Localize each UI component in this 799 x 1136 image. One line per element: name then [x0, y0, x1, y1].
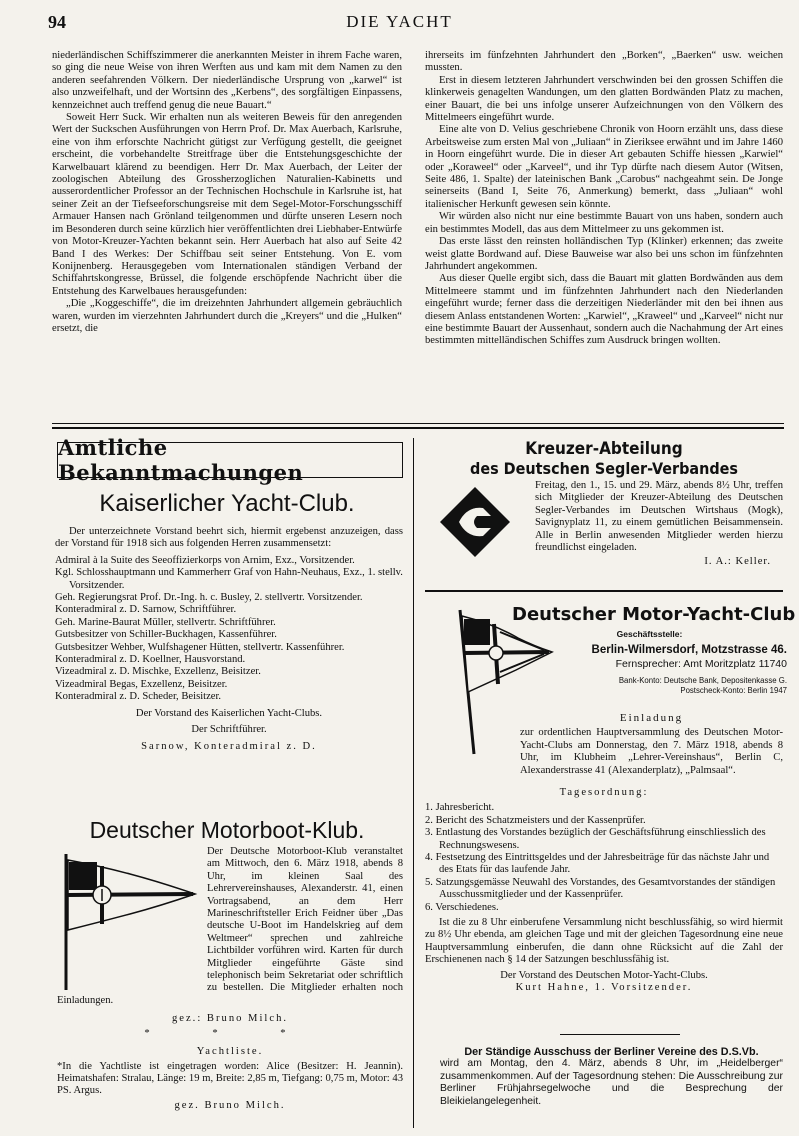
dmyc-address: Berlin-Wilmersdorf, Motzstrasse 46.	[591, 644, 787, 656]
journal-title: DIE YACHT	[346, 12, 453, 31]
list-item: Vizeadmiral Begas, Exzellenz, Beisitzer.	[55, 678, 228, 690]
kyc-section	[55, 526, 403, 753]
dsv-title-line1: Kreuzer-Abteilung	[525, 439, 683, 459]
dmyc-note: Ist die zu 8 Uhr einberufene Versammlung nicht beschlussfähig, so wird hiermit zu 8½ Uhr ebenda, am gleichen Tage und mit der gleichen Tagesordnung eine neue Hauptversammlung einberufen, die dann ohne Rücksicht auf die Zahl der Erschienenen nach § 14 der Satzungen beschlussfähig ist.	[425, 917, 783, 966]
list-item: 1. Jahresbericht.	[425, 802, 495, 814]
dmk-signature: gez.: Bruno Milch.	[171, 1013, 289, 1025]
list-item: Konteradmiral z. D. Koellner, Hausvorstand.	[55, 654, 246, 666]
list-item: 3. Entlastung des Vorstandes bezüglich der Geschäftsführung einschliesslich des Rechnungswesens.	[425, 827, 766, 851]
section-divider	[52, 427, 784, 429]
kyc-signature: Sarnow, Konteradmiral z. D.	[141, 740, 317, 752]
list-item: Gutsbesitzer von Schiller-Buckhagen, Kassenführer.	[55, 629, 277, 641]
section-divider	[52, 423, 784, 424]
dmyc-agenda-section	[425, 787, 783, 995]
dmyc-title: Deutscher Motor-Yacht-Club	[512, 604, 796, 625]
kyc-closing: Der Vorstand des Kaiserlichen Yacht-Clubs.	[135, 707, 323, 719]
list-item: Geh. Regierungsrat Prof. Dr.-Ing. h. c. Busley, 2. stellvertr. Vorsitzender.	[55, 592, 363, 604]
dmyc-phone: Fernsprecher: Amt Moritzplatz 11740	[615, 658, 787, 670]
dmk-section	[57, 846, 403, 1112]
short-divider	[560, 1034, 680, 1035]
list-item: Gutsbesitzer Wehber, Wulfshagener Hütten, stellvertr. Kassenführer.	[55, 641, 345, 653]
article-paragraph: „Die „Koggeschiffe“, die im dreizehnten Jahrhundert allgemein gebräuchlich waren, wurden im vierzehnten Jahrhundert durch die „Kreyers“ und die „Hulken“ ersetzt, die	[52, 298, 402, 334]
article-paragraph: Erst in diesem letzteren Jahrhundert verschwinden bei den grossen Schiffen die klinkerweis genagelten Wandungen, um den glatten Bordwänden Platz zu machen, einer Bauart, die bei uns infolge unserer Aufzeichnungen von den Völkern des Mittelmeers eingeführt wurde.	[425, 74, 783, 124]
section-stars: * * *	[144, 1027, 316, 1039]
dsv-title-line2: des Deutschen Segler-Verbandes	[470, 459, 738, 478]
flag-spacer	[57, 846, 207, 986]
dmyc-invite-text: zur ordentlichen Hauptversammlung des Deutschen Motor-Yacht-Clubs am Donnerstag, den 7. März 1918, abends 8 Uhr, im Klubheim „Lehrer-Vereinshaus“, Berlin C, Alexanderstrasse 41 (Alexanderplatz), „Palmsaal“.	[520, 727, 783, 776]
list-item: 6. Verschiedenes.	[425, 901, 499, 913]
ausschuss-heading: Der Ständige Ausschuss der Berliner Vereine des D.S.Vb.	[464, 1046, 759, 1058]
dmk-text-body: Der Deutsche Motorboot-Klub veranstaltet am Mittwoch, den 6. März 1918, abends 8 Uhr, im kleinen Saal des Lehrervereinshauses, Alexanderstr. 41, einen Vortragsabend, an dem Herr Marineschriftsteller Erich Feidner über „Das deutsche U-Boot im Handelskrieg auf dem Weltmeer“ sprechen und zahlreiche Lichtbilder vorführen wird. Karten für durch Mitglieder eingeführte Gäste sind telephonisch beim Sekretariat oder schriftlich zu bestellen. Die Mitglieder erhalten noch Einladungen.	[57, 846, 403, 1006]
list-item: Konteradmiral z. D. Scheder, Beisitzer.	[55, 691, 222, 703]
article-column-left	[52, 50, 402, 335]
dmyc-invitation	[520, 712, 783, 777]
amtliche-heading-box	[57, 435, 403, 485]
list-item: 4. Festsetzung des Eintrittsgeldes und der Jahresbeiträge für das nächste Jahr und des Etats für das laufende Jahr.	[425, 852, 770, 876]
dmyc-contact	[512, 629, 787, 695]
list-item: Konteradmiral z. D. Sarnow, Schriftführer.	[55, 604, 237, 616]
article-paragraph: ihrerseits im fünfzehnten Jahrhundert den „Borken“, „Baerken“ usw. weichen mussten.	[425, 50, 783, 74]
list-item: Admiral à la Suite des Seeoffizierkorps von Arnim, Exz., Vorsitzender.	[55, 554, 355, 566]
dmk-text	[57, 846, 403, 1007]
dmyc-einladung: Einladung	[619, 712, 684, 724]
dsv-text-body: Freitag, den 1., 15. und 29. März, abends 8½ Uhr, treffen sich Mitglieder der Kreuzer-Abteilung des Deutschen Segler-Verbandes im Deutschen Wirtshaus (Mogk), Savignyplatz 11, zu einem gemütlichen Beisammensein. Alle in Berlin anwesenden Mitglieder werden hierzu freundlichst eingeladen.	[535, 480, 783, 554]
ausschuss-text: wird am Montag, den 4. März, abends 8 Uhr, im „Heidelberger“ zusammenkommen. Auf der Tagesordnung stehen: Die Ausschreibung zur Berliner Frühjahrsegelwoche und die Besprechung der Bleikielangelegenheit.	[440, 1058, 783, 1107]
dmk-title: Deutscher Motorboot-Klub.	[89, 817, 365, 843]
article-paragraph: Aus dieser Quelle ergibt sich, dass die Bauart mit glatten Bordwänden aus dem Mittelmeere stammt und im fünfzehnten Jahrhundert nach den Niederlanden eingeführt wurde; ferner dass die derzeitigen Niederländer mit den bei ihnen aus diesem Anlass entstandenen Worten: „Karwiel“, „Kraweel“ und „Karveel“ nicht nur eine bestimmte Bauart der Aussenhaut, sondern auch die Nachahmung der Art eines bestimmten mittelländischen Schiffes zum Ausdruck bringen wollten.	[425, 273, 783, 347]
list-item: Geh. Marine-Baurat Müller, stellvertr. Schriftführer.	[55, 616, 276, 628]
article-paragraph: niederländischen Schiffszimmerer die anerkannten Meister in ihrem Fache waren, so ging die neue Weise von ihren Werften aus und kam mit dem Namen zu den anderen seefahrenden Völkern. Der niederländische Ursprung von „karwel“ ist also unzweifelhaft, und der Wortsinn des „Kerbens“, des sorgfältigen Einpassens, kennzeichnet auch treffend genug die neue Bauart.“	[52, 50, 402, 111]
dsv-title	[425, 440, 783, 478]
dsv-text	[425, 480, 783, 554]
dmyc-signature: Kurt Hahne, 1. Vorsitzender.	[515, 982, 693, 994]
dsv-section	[425, 480, 783, 569]
dmyc-agenda-title: Tagesordnung:	[559, 787, 649, 798]
kyc-member-list	[55, 555, 403, 704]
article-paragraph: Das erste lässt den reinsten holländischen Typ (Klinker) erkennen; das zweite weist glatte Bordwand auf. Diese Bauweise war also bei uns schon im fünfzehnten Jahrhundert angekommen.	[425, 236, 783, 272]
article-paragraph: Soweit Herr Suck. Wir erhalten nun als weiteren Beweis für den anregenden Wert der Suckschen Ausführungen von Herrn Prof. Dr. Max Auerbach, Karlsruhe, eine von ihm erforschte Nachricht gütigst zur Verfügung gestellt, die geeignet erscheint, die vorbehandelte Streitfrage über die Entstehungsgeschichte der Karwelbauart klärend zu beendigen. Herr Dr. Max Auerbach, der Leiter der zoologischen Abteilung des Grossherzoglichen Naturalien-Kabinetts und ausserordentlicher Professor an der Technischen Hochschule in Karlsruhe ist, hat seiner Zeit an der Tiefseeforschungsreise mit dem Segel-Motor-Forschungsschiff Armauer Hansen nach Grönland teilgenommen und dürfte unseren Lesern noch im Besonderen durch seine kürzlich hier veröffentlichten drei Liebhaber-Entwürfe von Motor-Kreuzer-Yachten bekannt sein. Herr Auerbach hat also auf Seite 42 Band I des Werkes: Der Schiffbau seit seiner Entstehung. Von E. vom Konijnenberg. Herausgegeben vom Internationalen ständigen Verband der Schiffahrtskongresse, Brüssel, die folgende erschöpfende Nachricht über die Entstehung des Karwelbaues herausgefunden:	[52, 112, 402, 297]
kyc-title: Kaiserlicher Yacht-Club.	[99, 490, 355, 517]
dmyc-bank: Bank-Konto: Deutsche Bank, Depositenkasse G.	[618, 676, 787, 685]
article-column-right	[425, 50, 783, 348]
emblem-spacer	[425, 480, 535, 560]
list-item: Vizeadmiral z. D. Mischke, Exzellenz, Beisitzer.	[55, 666, 261, 678]
article-paragraph: Eine alte von D. Velius geschriebene Chronik von Hoorn erzählt uns, dass diese Arbeitsweise zum ersten Mal von „Juliaan“ in Zieriksee erwähnt und im Jahre 1460 in Hoorn eingeführt wurde. Die in dieser Art gebauten Schiffe hiessen „Karwiel“ oder „Koraweel“ oder „Karveel“, und ihr Typ dürfte nach diesem Autor (Witsen, Seite 486, 1. Spalte) der lateinischen Bank „Carobus“ nachgeahmt sein. De Jonge seinerseits (Band I, Seite 76, Anmerkung) bemerkt, dass „Juliaan“ wohl italienischer Herkunft gewesen sein könnte.	[425, 124, 783, 210]
page-number: 94	[48, 12, 66, 32]
column-divider	[413, 438, 414, 1128]
dmyc-office-label: Geschäftsstelle:	[616, 629, 683, 639]
dmyc-closing: Der Vorstand des Deutschen Motor-Yacht-Clubs.	[500, 969, 708, 981]
dmyc-postscheck: Postscheck-Konto: Berlin 1947	[680, 686, 787, 695]
yachtliste-text: *In die Yachtliste ist eingetragen worden: Alice (Besitzer: H. Jeannin). Heimatshafen: Stralau, Länge: 19 m, Breite: 2,85 m, Tiefgang: 0,75 m, Motor: 43 PS. Argus.	[57, 1060, 403, 1097]
dmyc-agenda-list	[425, 802, 783, 914]
list-item: 2. Bericht des Schatzmeisters und der Kassenprüfer.	[425, 814, 646, 826]
dmyc-top-rule	[425, 590, 783, 592]
yachtliste-title: Yachtliste.	[196, 1046, 264, 1058]
amtliche-heading: Amtliche Bekanntmachungen	[58, 435, 304, 485]
article-paragraph: Wir würden also nicht nur eine bestimmte Bauart von uns haben, sondern auch ein bestimmtes Modell, das aus dem Mittelmeer zu uns gekommen ist.	[425, 211, 783, 235]
list-item: 5. Satzungsgemässe Neuwahl des Vorstandes, des Gesamtvorstandes der ständigen Ausschussmitglieder und der Kassenprüfer.	[425, 876, 776, 901]
dsv-signature: I. A.: Keller.	[704, 556, 771, 568]
ausschuss-section	[440, 1046, 783, 1108]
kyc-intro: Der unterzeichnete Vorstand beehrt sich, hiermit ergebenst anzuzeigen, dass der Vorstand für 1918 sich aus folgenden Herren zusammensetzt:	[55, 526, 403, 550]
list-item: Kgl. Schlosshauptmann und Kammerherr Graf von Hahn-Neuhaus, Exz., 1. stellv. Vorsitzender.	[55, 567, 403, 591]
kyc-role: Der Schriftführer.	[191, 724, 267, 736]
yachtliste-signature: gez. Bruno Milch.	[174, 1099, 286, 1111]
